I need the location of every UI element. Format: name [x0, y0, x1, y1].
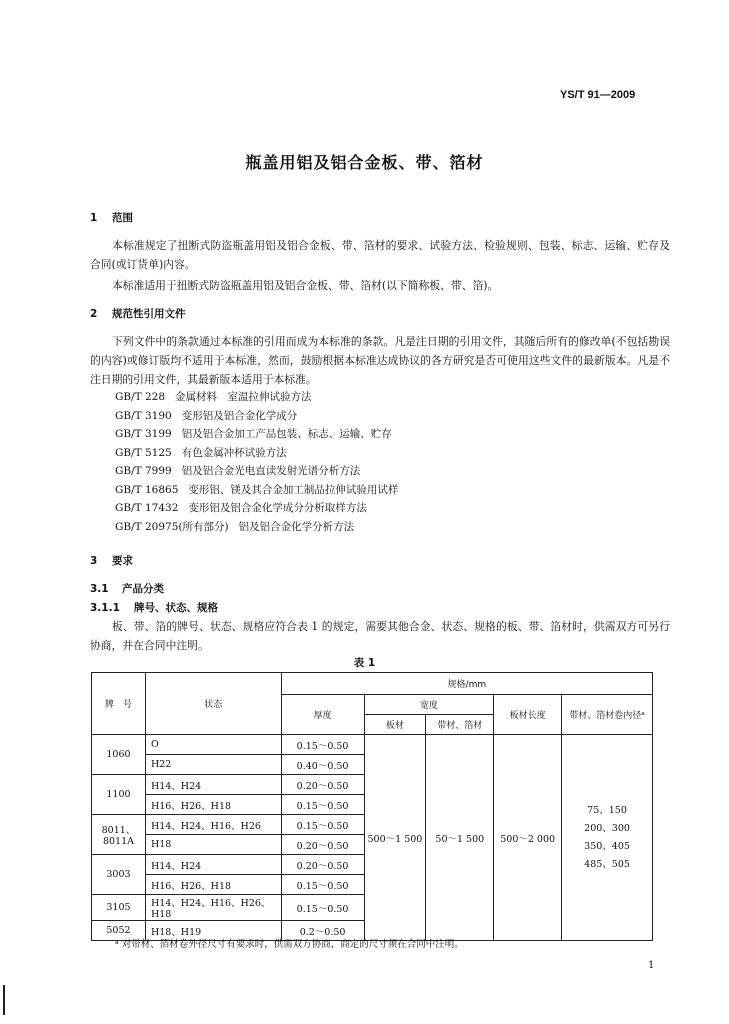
grade-cell: 1100	[92, 775, 146, 815]
section-3-1-heading	[90, 581, 164, 596]
reference-title: 铝及铝合金加工产品包装、标志、运输、贮存	[181, 428, 392, 440]
plate-width-cell: 500～1 500	[364, 735, 426, 941]
temper-cell: H16、H26、H18	[145, 795, 281, 815]
reference-title: 变形铝、镁及其合金加工制品拉伸试验用试样	[188, 483, 399, 496]
header-strip-foil: 带材、箔材	[426, 715, 494, 735]
table-footnote: ᵃ 对带材、箔材卷外径尺寸有要求时，供需双方协商，商定的尺寸须在合同中注明。	[115, 939, 464, 950]
thickness-cell: 0.40～0.50	[281, 755, 364, 775]
section-number: 3.1.1	[90, 602, 120, 614]
section-1-heading	[90, 210, 133, 225]
reference-item	[115, 425, 398, 444]
thickness-cell: 0.20～0.50	[281, 775, 364, 795]
reference-item	[115, 518, 398, 537]
thickness-cell: 0.2～0.50	[281, 921, 364, 941]
page-number: 1	[648, 960, 655, 971]
reference-code: GB/T 17432	[115, 502, 179, 514]
reference-item	[115, 444, 398, 463]
reference-code: GB/T 5125	[115, 446, 172, 459]
section-title: 要求	[112, 555, 133, 567]
header-grade: 牌 号	[92, 673, 146, 735]
reference-title: 铝及铝合金光电直读发射光谱分析方法	[181, 465, 361, 477]
section-3-heading	[90, 553, 133, 568]
reference-list	[115, 388, 398, 536]
inner-diameter-value: 200、300	[584, 822, 630, 834]
section-title: 牌号、状态、规格	[134, 602, 218, 614]
reference-code: GB/T 7999	[115, 465, 172, 477]
reference-item	[115, 499, 398, 518]
section-title: 规范性引用文件	[112, 308, 186, 320]
section-1-paragraph-2: 本标准适用于扭断式防盗瓶盖用铝及铝合金板、带、箔材(以下简称板、带、箔)。	[112, 279, 499, 292]
section-2-heading	[90, 306, 186, 321]
thickness-cell: 0.15～0.50	[281, 735, 364, 755]
reference-item	[115, 388, 398, 407]
section-title: 范围	[112, 212, 133, 224]
thickness-cell: 0.20～0.50	[281, 855, 364, 875]
temper-cell: H14、H24、H16、H26	[145, 815, 281, 835]
temper-cell: H16、H26、H18	[145, 875, 281, 895]
reference-code: GB/T 20975(所有部分)	[115, 520, 229, 533]
header-plate: 板材	[364, 715, 426, 735]
thickness-cell: 0.15～0.50	[281, 795, 364, 815]
reference-item	[115, 481, 398, 500]
grade-cell: 8011、 8011A	[92, 815, 146, 855]
temper-cell: H14、H24	[145, 775, 281, 795]
header-plate-length: 板材长度	[494, 695, 562, 735]
temper-cell: H22	[145, 755, 281, 775]
temper-cell: H18	[145, 835, 281, 855]
section-3-1-1-heading	[90, 600, 218, 615]
section-number: 2	[90, 308, 98, 320]
reference-title: 金属材料 室温拉伸试验方法	[175, 391, 312, 403]
reference-title: 有色金属冲杯试验方法	[181, 446, 287, 459]
thickness-cell: 0.20～0.50	[281, 835, 364, 855]
grade-cell: 3003	[92, 855, 146, 895]
section-2-paragraph-1: 下列文件中的条款通过本标准的引用而成为本标准的条款。凡是注日期的引用文件，其随后所有的修改单(不包括勘误的内容)或修订版均不适用于本标准，然而，鼓励根据本标准达成协议的各方研究是否可使用这些文件的最新版本。凡是不注日期的引用文件，其最新版本适用于本标准。	[90, 335, 670, 386]
section-3-paragraph-1: 板、带、箔的牌号、状态、规格应符合表 1 的规定，需要其他合金、状态、规格的板、带、箔材时，供需双方可另行协商，并在合同中注明。	[90, 620, 670, 652]
reference-code: GB/T 3190	[115, 409, 172, 422]
temper-cell: O	[145, 735, 281, 755]
section-number: 1	[90, 212, 98, 224]
header-thickness: 厚度	[281, 695, 364, 735]
inner-diameter-value: 350、405	[584, 840, 630, 852]
spec-table	[91, 672, 653, 941]
thickness-cell: 0.15～0.50	[281, 895, 364, 921]
reference-title: 铝及铝合金化学分析方法	[238, 520, 355, 533]
strip-width-cell: 50～1 500	[426, 735, 494, 941]
reference-title: 变形铝及铝合金化学成分分析取样方法	[188, 502, 367, 514]
inner-diameter-value: 75、150	[587, 804, 627, 816]
section-number: 3	[90, 555, 98, 567]
plate-length-cell: 500～2 000	[494, 735, 562, 941]
reference-item	[115, 407, 398, 426]
thickness-cell: 0.15～0.50	[281, 815, 364, 835]
grade-cell: 3105	[92, 895, 146, 921]
reference-code: GB/T 228	[115, 391, 166, 403]
section-title: 产品分类	[122, 583, 164, 595]
table-row	[92, 735, 653, 755]
reference-code: GB/T 16865	[115, 483, 179, 496]
header-spec: 规格/mm	[281, 673, 652, 695]
standard-code: YS/T 91—2009	[560, 89, 636, 101]
inner-diameter-value: 485、505	[584, 858, 630, 870]
reference-title: 变形铝及铝合金化学成分	[181, 409, 298, 422]
scan-edge-mark	[3, 985, 5, 1015]
thickness-cell: 0.15～0.50	[281, 875, 364, 895]
inner-diameter-cell	[562, 735, 653, 941]
reference-item	[115, 462, 398, 481]
table-caption: 表 1	[353, 657, 376, 669]
section-1-paragraph-1: 本标准规定了扭断式防盗瓶盖用铝及铝合金板、带、箔材的要求、试验方法、检验规则、包装、标志、运输、贮存及合同(或订货单)内容。	[90, 239, 670, 271]
grade-cell: 5052	[92, 921, 146, 941]
reference-code: GB/T 3199	[115, 428, 172, 440]
temper-cell: H14、H24	[145, 855, 281, 875]
header-inner-diameter: 带材、箔材卷内径ᵃ	[562, 695, 653, 735]
temper-cell: H18、H19	[145, 921, 281, 941]
table-header-row	[92, 673, 653, 695]
temper-cell: H14、H24、H16、H26、H18	[145, 895, 281, 921]
document-title: 瓶盖用铝及铝合金板、带、箔材	[245, 153, 484, 172]
section-number: 3.1	[90, 583, 109, 595]
header-width: 宽度	[364, 695, 494, 715]
grade-cell: 1060	[92, 735, 146, 775]
header-temper: 状态	[145, 673, 281, 735]
